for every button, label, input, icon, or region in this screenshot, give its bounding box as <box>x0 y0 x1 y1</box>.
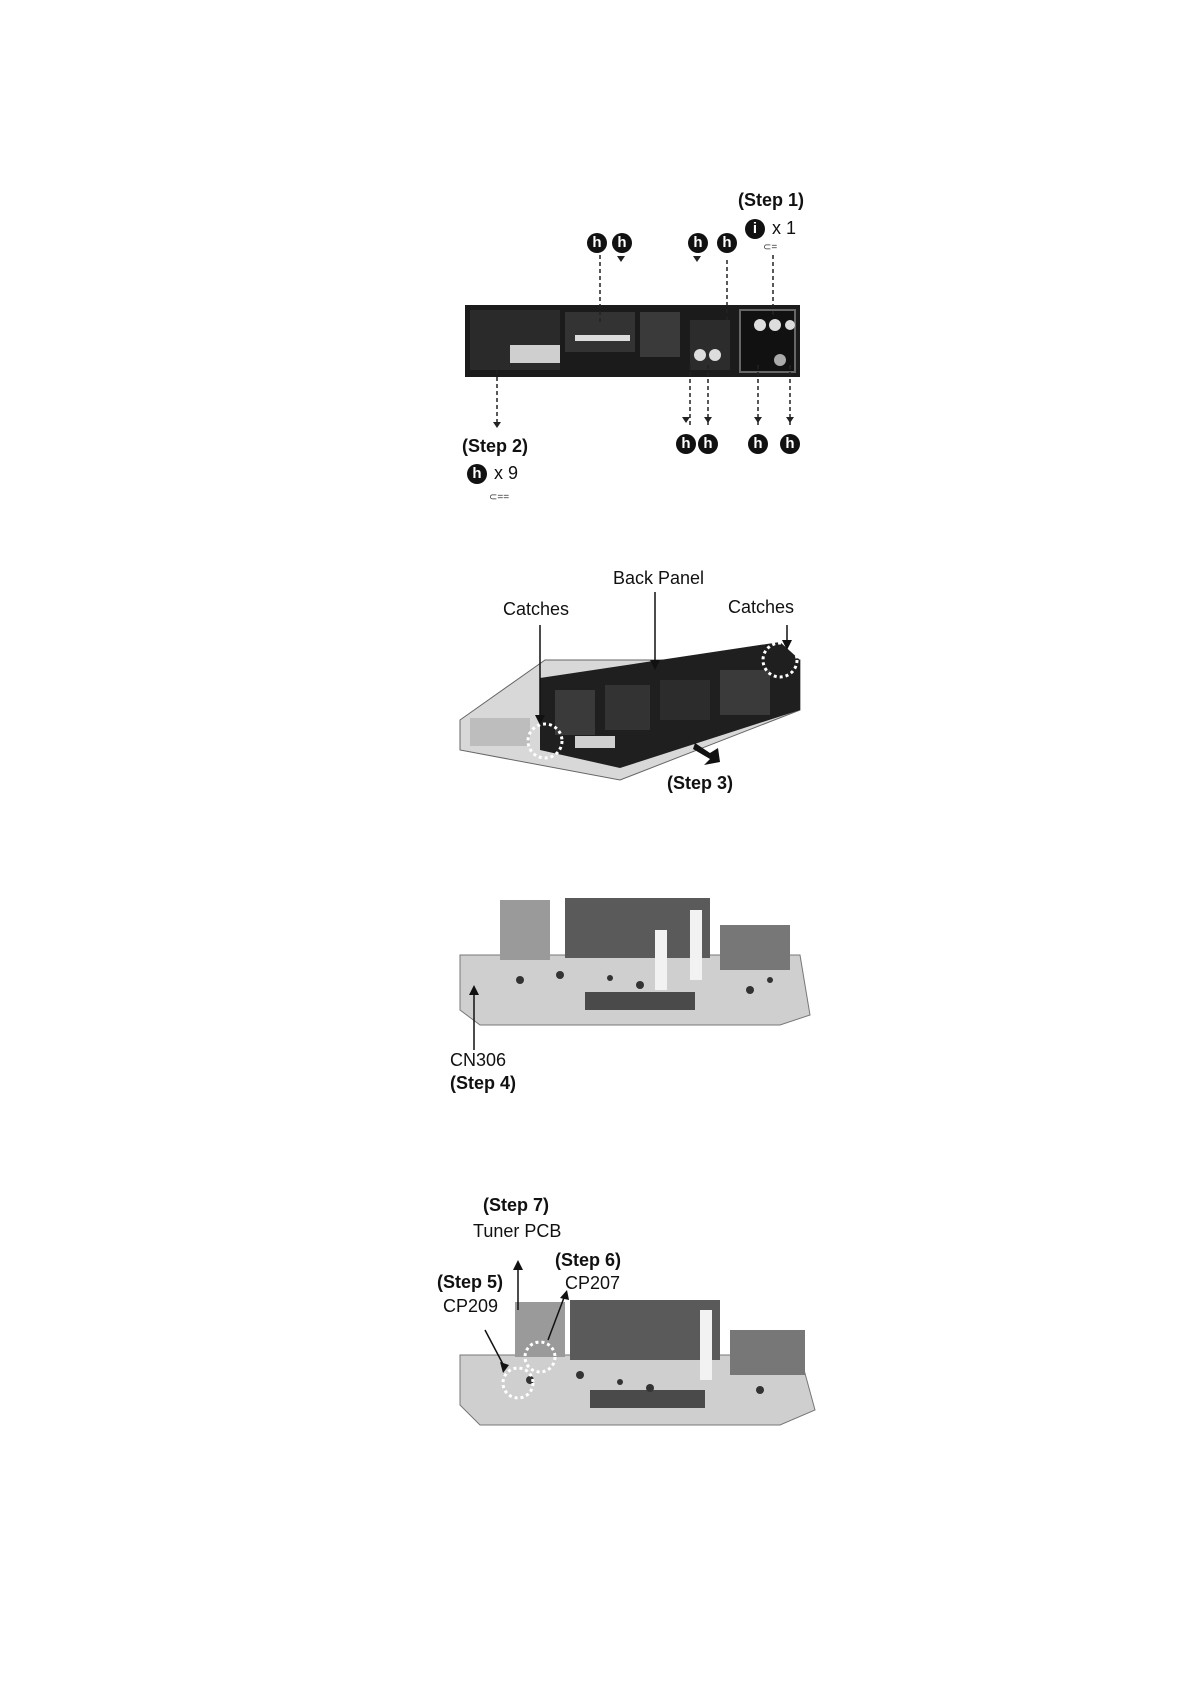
cp209-label: CP209 <box>443 1296 499 1316</box>
step-2-label: (Step 2) <box>462 436 529 456</box>
back-panel-rear-view-illustration <box>0 0 1190 520</box>
screw-i-icon: i <box>745 219 765 239</box>
step-5-label: (Step 5) <box>437 1272 504 1292</box>
figure-3-connector-cn306 <box>0 880 1190 1100</box>
screw-h-icon: h <box>748 434 768 454</box>
step-2-screw-count: x 9 <box>494 463 519 483</box>
screw-h-icon: h <box>698 434 718 454</box>
figure-1-back-panel-screws <box>0 0 1190 520</box>
cp207-label: CP207 <box>565 1273 621 1293</box>
figure-4-tuner-pcb-removal <box>0 1190 1190 1460</box>
screw-h-icon: h <box>587 233 607 253</box>
catches-left-label: Catches <box>503 599 570 619</box>
screw-h-icon: h <box>717 233 737 253</box>
main-pcb-chassis-illustration <box>0 880 1190 1100</box>
cn306-label: CN306 <box>450 1050 507 1070</box>
tuner-pcb-label: Tuner PCB <box>473 1221 562 1241</box>
step-4-label: (Step 4) <box>450 1073 517 1093</box>
step-7-label: (Step 7) <box>483 1195 550 1215</box>
screw-h-icon: h <box>780 434 800 454</box>
step-1-screw-count: x 1 <box>772 218 797 238</box>
catches-right-label: Catches <box>728 597 795 617</box>
tuner-pcb-chassis-illustration <box>0 1190 1190 1460</box>
figure-2-back-panel-catches <box>0 560 1190 820</box>
step-1-label: (Step 1) <box>738 190 805 210</box>
step-3-label: (Step 3) <box>667 773 734 793</box>
step-6-label: (Step 6) <box>555 1250 622 1270</box>
chassis-back-panel-illustration <box>0 560 1190 820</box>
svg-text:⊂==: ⊂== <box>489 492 510 503</box>
screw-h-icon: h <box>676 434 696 454</box>
svg-text:⊂=: ⊂= <box>763 242 778 253</box>
back-panel-label: Back Panel <box>613 568 705 588</box>
screw-h-icon: h <box>612 233 632 253</box>
screw-h-icon: h <box>467 464 487 484</box>
screw-h-icon: h <box>688 233 708 253</box>
